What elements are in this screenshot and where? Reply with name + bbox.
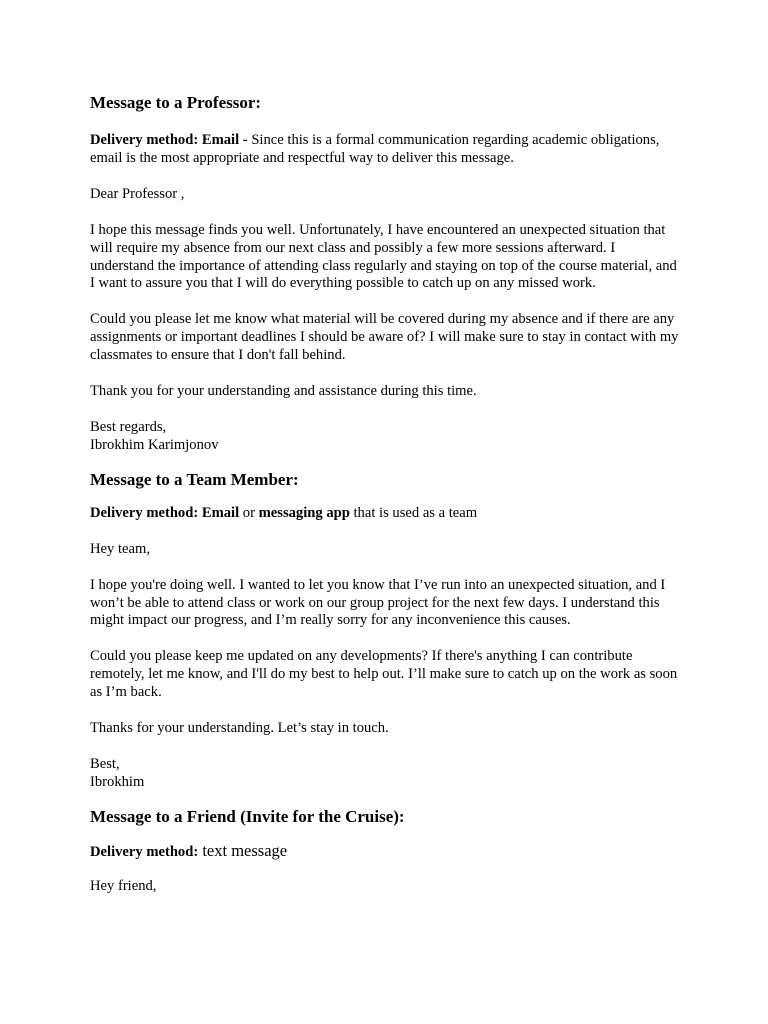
greeting-team: Hey team,	[90, 540, 150, 557]
document-page	[90, 92, 680, 896]
body-paragraph: I hope you're doing well. I wanted to let you know that I’ve run into an unexpected situation, and I won’t be able to attend class or work on our group project for the next few days. I understand this might impact our progress, and I’m really sorry for any inconvenience this causes.	[90, 576, 666, 629]
body-paragraph: Could you please let me know what material will be covered during my absence and if there are any assignments or important deadlines I should be aware of? I will make sure to stay in contact with my classmates to ensure that I don't fall behind.	[90, 311, 679, 364]
body-paragraph: I hope this message finds you well. Unfortunately, I have encountered an unexpected situation that will require my absence from our next class and possibly a few more sessions afterward. I understand the importance of attending class regularly and staying on top of the course material, and I want to assure you that I will do everything possible to catch up on any missed work.	[90, 221, 677, 292]
signature-name: Ibrokhim	[90, 773, 145, 790]
delivery-method-text: Since this is a formal communication regarding academic obligations, email is the most appropriate and respectful way to deliver this message.	[90, 132, 660, 166]
delivery-method-label: Delivery method:	[90, 843, 199, 860]
delivery-method-or: or	[239, 504, 259, 521]
body-paragraph: Thanks for your understanding. Let’s stay in touch.	[90, 720, 389, 737]
body-paragraph: Thank you for your understanding and assistance during this time.	[90, 383, 477, 400]
delivery-method-text: that is used as a team	[349, 504, 478, 521]
section-heading-friend: Message to a Friend (Invite for the Cruise):	[90, 806, 405, 826]
greeting-friend: Hey friend,	[90, 877, 157, 894]
greeting-professor: Dear Professor ,	[90, 185, 185, 202]
section-heading-professor: Message to a Professor:	[90, 93, 262, 112]
section-heading-team: Message to a Team Member:	[90, 469, 299, 489]
delivery-method-label: Delivery method: Email -	[90, 132, 248, 148]
signoff: Best regards,	[90, 418, 167, 435]
delivery-method-professor	[90, 132, 680, 168]
delivery-method-label: Delivery method: Email	[90, 504, 240, 521]
delivery-method-team	[90, 505, 680, 523]
signature-name: Ibrokhim Karimjonov	[90, 436, 219, 453]
delivery-method-text: text message	[198, 840, 288, 860]
signoff: Best,	[90, 755, 120, 772]
delivery-method-friend	[90, 842, 680, 862]
delivery-method-app: messaging app	[258, 504, 350, 521]
body-paragraph: Could you please keep me updated on any developments? If there's anything I can contribute remotely, let me know, and I'll do my best to help out. I’ll make sure to catch up on the work as soon as I’m back.	[90, 648, 678, 701]
